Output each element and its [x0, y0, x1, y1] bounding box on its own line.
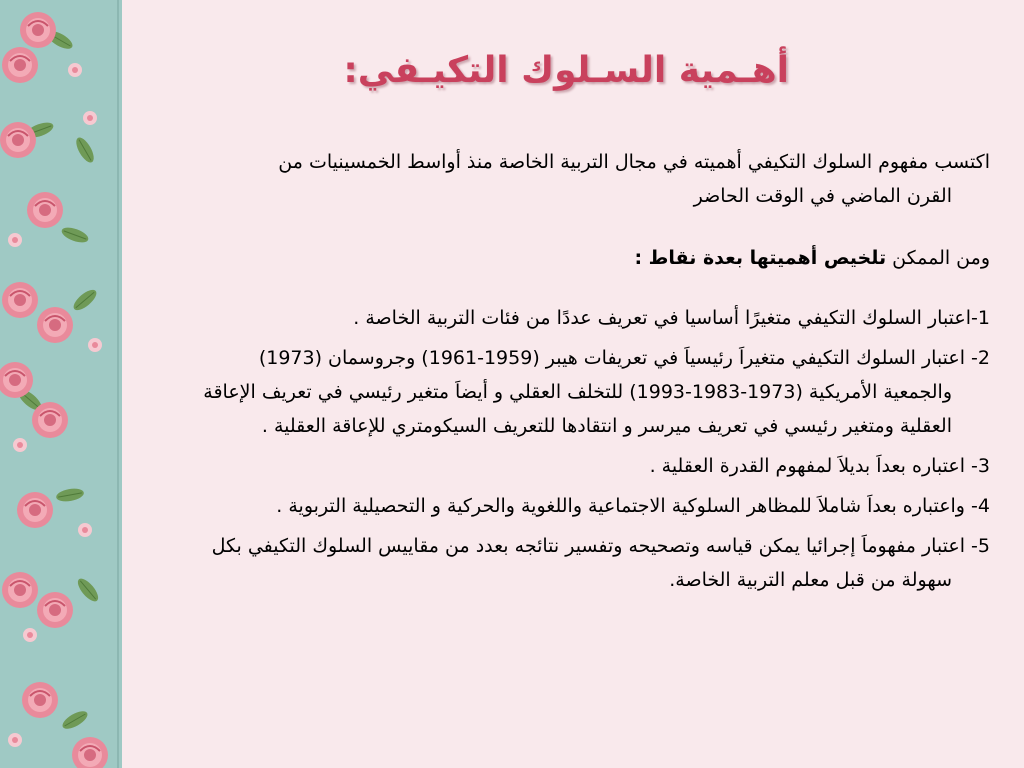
slide-title: أهـمية السـلوك التكيـفي:	[343, 50, 789, 91]
lead-bold: تلخيص أهميتها بعدة نقاط :	[634, 247, 887, 269]
slide-content	[190, 145, 990, 603]
item-number: 2-	[971, 347, 990, 369]
item-number: 4-	[971, 495, 990, 517]
item-text: اعتبار مفهوماَ إجرائيا يمكن قياسه وتصحيحه وتفسير نتائجه بعدد من مقاييس السلوك التكيفي بكل سهولة من قبل معلم التربية الخاصة.	[211, 535, 965, 591]
floral-border	[0, 0, 122, 768]
list-item	[190, 529, 990, 597]
item-text: اعتباره بعداَ بديلاَ لمفهوم القدرة العقلية .	[649, 455, 965, 477]
lead-sentence	[190, 241, 990, 275]
item-text: واعتباره بعداَ شاملاَ للمظاهر السلوكية الاجتماعية واللغوية والحركية و التحصيلية التربوية .	[276, 495, 965, 517]
item-number: 1-	[971, 307, 990, 329]
list-item	[190, 489, 990, 523]
slide-body	[122, 0, 1024, 768]
item-number: 5-	[971, 535, 990, 557]
lead-prefix: ومن الممكن	[886, 247, 990, 269]
list-item	[190, 449, 990, 483]
list-item	[190, 341, 990, 443]
item-number: 3-	[971, 455, 990, 477]
item-text: اعتبار السلوك التكيفي متغيرًا أساسيا في تعريف عددًا من فئات التربية الخاصة .	[353, 307, 972, 329]
list-item	[190, 301, 990, 335]
intro-line-1: اكتسب مفهوم السلوك التكيفي أهميته في مجال التربية الخاصة منذ أواسط الخمسينيات من	[278, 151, 990, 173]
intro-paragraph	[190, 145, 990, 213]
item-text: اعتبار السلوك التكيفي متغيراَ رئيسياَ في تعريفات هيبر (1959-1961) وجروسمان (1973) والجمعية الأمريكية (1973-1983-1993) للتخلف العقلي و أيضاَ متغير رئيسي في تعريف الإعاقة العقلية ومتغير رئيسي في تعريف ميرسر و انتقادها للتعريف السيكومتري للإعاقة العقلية .	[203, 347, 965, 437]
intro-line-2: القرن الماضي في الوقت الحاضر	[693, 185, 952, 207]
